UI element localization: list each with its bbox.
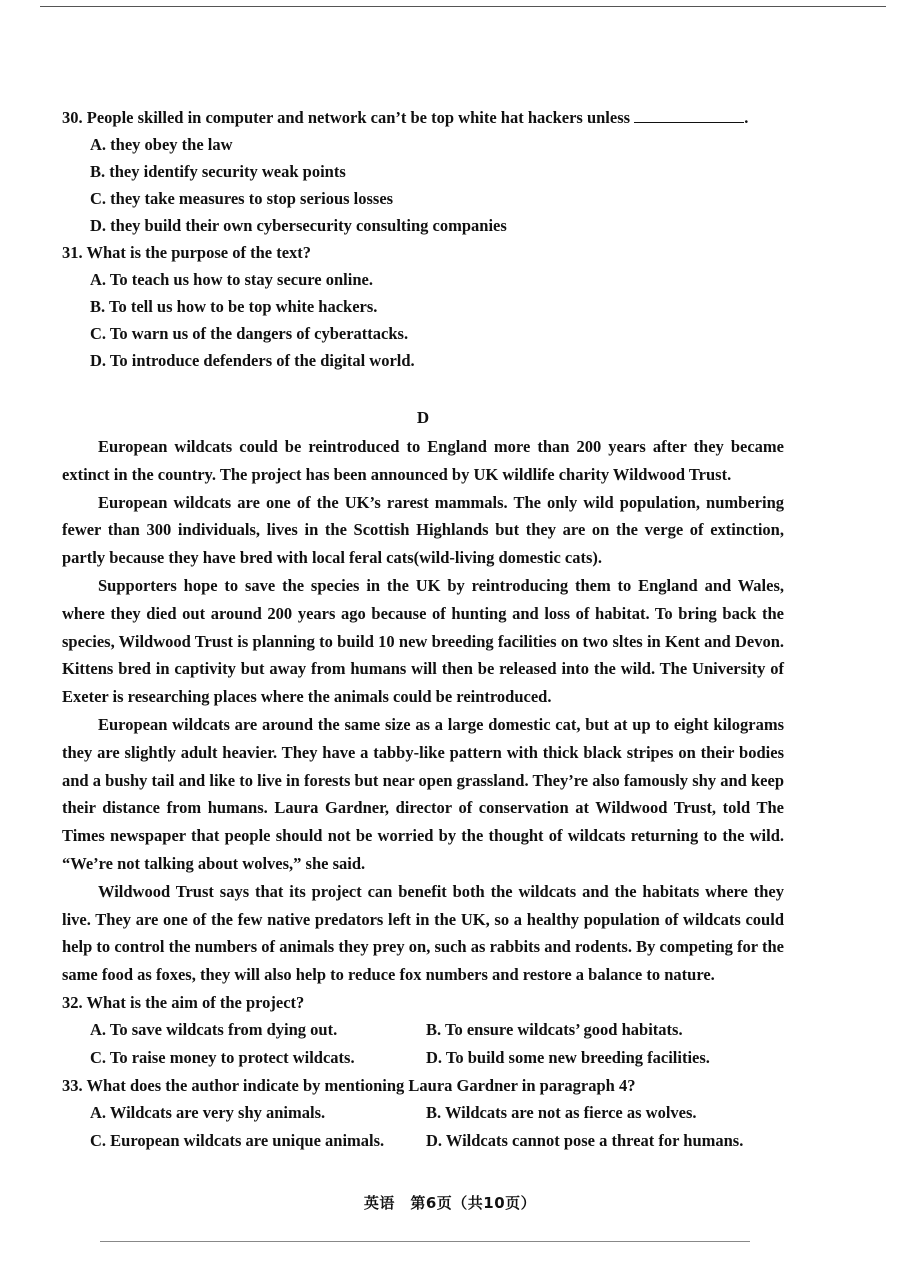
question-33-option-b: B. Wildcats are not as fierce as wolves. <box>426 1102 697 1122</box>
section-d-passage <box>62 433 784 989</box>
passage-paragraph-1: European wildcats could be reintroduced to England more than 200 years after they became extinct in the country. The project has been announced by UK wildlife charity Wildwood Trust. <box>62 437 784 484</box>
passage-paragraph-5: Wildwood Trust says that its project can benefit both the wildcats and the habitats where they live. They are one of the few native predators left in the UK, so a healthy population of wildcats could help to control the numbers of animals they prey on, such as rabbits and rodents. By competing for the same food as foxes, they will also help to reduce fox numbers and restore a balance to nature. <box>62 881 784 985</box>
page-content <box>62 104 784 1155</box>
question-32-option-d: D. To build some new breeding facilities. <box>426 1047 710 1067</box>
question-30-option-b: B. they identify security weak points <box>90 162 346 181</box>
question-31 <box>62 239 784 374</box>
question-32 <box>62 989 784 1072</box>
question-33-option-d: D. Wildcats cannot pose a threat for humans. <box>426 1130 744 1150</box>
answer-blank <box>634 105 744 123</box>
question-33-option-a: A. Wildcats are very shy animals. <box>90 1102 326 1122</box>
question-30 <box>62 104 784 239</box>
passage-paragraph-2: European wildcats are one of the UK’s rarest mammals. The only wild population, numbering fewer than 300 individuals, lives in the Scottish Highlands but they are on the verge of extinction, partly because they have bred with local feral cats(wild-living domestic cats). <box>62 492 784 568</box>
question-31-option-c: C. To warn us of the dangers of cyberattacks. <box>90 324 409 343</box>
question-30-stem: 30. People skilled in computer and network can’t be top white hat hackers unless <box>62 108 631 127</box>
question-32-option-c: C. To raise money to protect wildcats. <box>90 1047 355 1067</box>
section-d-title: D <box>416 408 430 427</box>
question-30-option-a: A. they obey the law <box>90 135 233 154</box>
question-33-option-c: C. European wildcats are unique animals. <box>90 1130 385 1150</box>
passage-paragraph-4: European wildcats are around the same size as a large domestic cat, but at up to eight kilograms they are slightly adult heavier. They have a tabby-like pattern with thick black stripes on their bodies and a bushy tail and like to live in forests but near open grassland. They’re also famously shy and keep their distance from humans. Laura Gardner, director of conservation at Wildwood Trust, told The Times newspaper that people should not be worried by the thought of wildcats returning to the wild. “We’re not talking about wolves,” she said. <box>62 714 784 873</box>
question-30-option-c: C. they take measures to stop serious losses <box>90 189 394 208</box>
question-31-option-d: D. To introduce defenders of the digital world. <box>90 351 415 370</box>
passage-paragraph-3: Supporters hope to save the species in the UK by reintroducing them to England and Wales, where they died out around 200 years ago because of hunting and loss of habitat. To bring back the species, Wildwood Trust is planning to build 10 new breeding facilities on two sltes in Kent and Devon. Kittens bred in captivity but away from humans will then be released into the wild. The University of Exeter is researching places where the animals could be reintroduced. <box>62 575 784 707</box>
question-33-stem: 33. What does the author indicate by mentioning Laura Gardner in paragraph 4? <box>62 1075 636 1095</box>
question-32-option-a: A. To save wildcats from dying out. <box>90 1019 338 1039</box>
question-30-option-d: D. they build their own cybersecurity consulting companies <box>90 216 507 235</box>
question-32-option-b: B. To ensure wildcats’ good habitats. <box>426 1019 683 1039</box>
page-footer: 英语 第6页（共10页） <box>363 1194 537 1212</box>
question-30-end: . <box>744 108 749 127</box>
question-31-option-a: A. To teach us how to stay secure online. <box>90 270 373 289</box>
question-31-option-b: B. To tell us how to be top white hackers. <box>90 297 378 316</box>
question-32-stem: 32. What is the aim of the project? <box>62 992 305 1012</box>
question-31-stem: 31. What is the purpose of the text? <box>62 243 312 262</box>
bottom-edge-line <box>100 1241 750 1242</box>
question-33 <box>62 1072 784 1155</box>
top-edge-line <box>40 6 886 7</box>
